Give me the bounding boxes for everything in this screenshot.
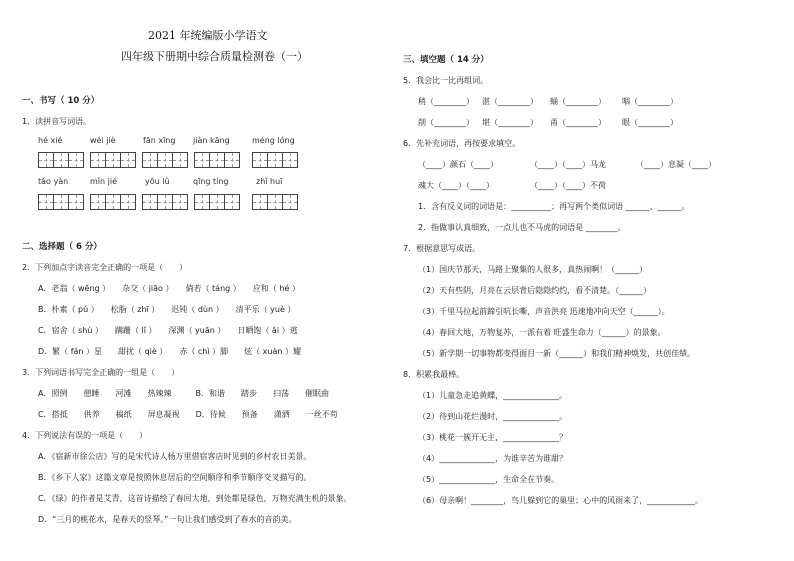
fill-blank[interactable]: （____）（____）不荷 — [530, 181, 606, 190]
writing-box[interactable] — [194, 152, 240, 168]
pinyin-label: jiàn kāng — [193, 136, 230, 145]
writing-box[interactable] — [142, 194, 188, 210]
question-2-option[interactable]: D．繁（ fán ）星 甜扰（ qiè ） 赤（ chì ）脚 炫（ xuàn ）耀 — [38, 347, 301, 356]
fill-blank[interactable]: （____）（____）马龙 — [530, 160, 606, 169]
fill-blank[interactable]: 甬（________） — [550, 118, 606, 127]
pinyin-label: méng lóng — [252, 136, 295, 145]
fill-blank[interactable]: （____）息凝（____） — [636, 160, 716, 169]
question-3-option[interactable]: C．搭抵 供养 稿纸 屏息凝视 D．待候 预备 潇洒 一丝不苟 — [38, 410, 338, 419]
question-8-item[interactable]: （1）儿童急走追黄蝶，______________。 — [418, 391, 568, 400]
question-7-item[interactable]: （3）千里马拉起前蹄引吭长嘶，声音洪亮 迅速地冲向天空（______）。 — [418, 307, 670, 316]
question-7: 7．根据意思写成语。 — [403, 244, 481, 253]
fill-blank[interactable]: 蛹（________） — [550, 97, 606, 106]
fill-blank[interactable]: （____）颜石（____） — [418, 160, 498, 169]
question-4-option[interactable]: D．“三月的桃花水，是春天的竖琴。”一句让我们感受到了春水的音韵美。 — [38, 515, 297, 524]
question-8-item[interactable]: （5）______________，生命全在节奏。 — [418, 475, 560, 484]
pinyin-label: zhǐ huī — [256, 177, 283, 186]
question-7-item[interactable]: （1）国庆节那天，马路上聚集的人很多，真热闹啊！（______） — [418, 265, 648, 274]
pinyin-label: qīng tíng — [193, 177, 229, 186]
writing-box[interactable] — [252, 194, 298, 210]
pinyin-label: tǎo yàn — [38, 177, 69, 186]
question-8-item[interactable]: （4）______________，为谁辛苦为谁甜？ — [418, 454, 568, 463]
question-7-item[interactable]: （4）春回大地，万物复苏，一派有着 旺盛生命力（______）的景象。 — [418, 328, 666, 337]
question-7-item[interactable]: （5）新学期一切事物都变得面目一新（______）和我们精神焕发，共创佳绩。 — [418, 349, 696, 358]
question-8-item[interactable]: （6）母亲啊！________，鸟儿躲到它的巢里；心中的风雨来了，____________。 — [418, 496, 704, 505]
writing-box[interactable] — [142, 152, 188, 168]
question-4-option[interactable]: C．《绿》的作者是艾青，这首诗描绘了春回大地，到处都是绿色，万物充满生机的景象。 — [38, 494, 352, 503]
question-8: 8．积累我最棒。 — [403, 370, 465, 379]
writing-box[interactable] — [194, 194, 240, 210]
question-2-option[interactable]: C．宿舍（ shù ） 蹒跚（ lǐ ） 深渊（ yuān ） 日晒饱（ ǎi ）逃 — [38, 326, 298, 335]
writing-box[interactable] — [38, 152, 84, 168]
page-title-line2: 四年级下册期中综合质量检测卷（一） — [121, 50, 308, 63]
question-4: 4．下列说法有误的一项是（ ） — [22, 431, 148, 440]
writing-box[interactable] — [90, 152, 136, 168]
question-3-option[interactable]: A．照例 憩睡 河滩 热辣辣 B．和谐 踏步 扫荡 催眠曲 — [38, 389, 329, 398]
question-4-option[interactable]: A．《宿新市徐公店》写的是宋代诗人杨万里借宿客店时见到的乡村农日美景。 — [38, 452, 312, 461]
question-8-item[interactable]: （2）待到山花烂漫时，______________。 — [418, 412, 568, 421]
fill-blank[interactable]: 湛（________） — [482, 97, 538, 106]
pinyin-label: yōu lǜ — [145, 177, 170, 186]
question-5: 5．我会比一比再组词。 — [403, 76, 489, 85]
fill-blank[interactable]: 咽（________） — [622, 97, 678, 106]
question-8-item[interactable]: （3）桃花一簇开无主，______________？ — [418, 433, 568, 442]
pinyin-label: mǐn jié — [90, 177, 117, 186]
question-2: 2．下列加点字读音完全正确的一项是（ ） — [22, 263, 188, 272]
pinyin-label: hé xié — [38, 136, 63, 145]
question-3: 3．下列词语书写完全正确的一组是（ ） — [22, 368, 180, 377]
question-7-item[interactable]: （2）天有些阴，月亮在云层背后隐隐约约，看不清楚。（______） — [418, 286, 652, 295]
writing-box[interactable] — [252, 152, 298, 168]
section1-heading: 一、书写（ 10 分） — [22, 96, 100, 106]
fill-blank[interactable]: 稍（________） — [418, 97, 474, 106]
question-2-option[interactable]: B．朴素（ pǔ ） 松脂（ zhī ） 迟钝（ dùn ） 清平乐（ yuè ） — [38, 305, 296, 314]
question-4-option[interactable]: B．《乡下人家》这篇文章是按照休息居后的空间顺序和季节顺序交叉描写的。 — [38, 473, 312, 482]
question-6-sub[interactable]: 1．含有反义词的词语是：__________；再写两个类似词语 ______、______。 — [418, 202, 690, 211]
writing-box[interactable] — [38, 194, 84, 210]
fill-blank[interactable]: 魂大（____）（____） — [418, 181, 494, 190]
page-title-line1: 2021 年统编版小学语文 — [148, 29, 268, 42]
question-2-option[interactable]: A．老翁（ wēng ） 杂交（ jiāo ） 倘若（ táng ） 应和（ hé ） — [38, 284, 300, 293]
fill-blank[interactable]: 眼（________） — [622, 118, 678, 127]
fill-blank[interactable]: 削（________） — [418, 118, 474, 127]
fill-blank[interactable]: 堪（________） — [482, 118, 538, 127]
section2-heading: 二、选择题（ 6 分） — [22, 242, 102, 252]
question-6-sub[interactable]: 2．指做事认真细致，一点儿也不马虎的词语是 ________。 — [418, 223, 626, 232]
pinyin-label: wéi jiè — [90, 136, 116, 145]
question-6: 6．先补充词语，再按要求填空。 — [403, 139, 521, 148]
writing-box[interactable] — [90, 194, 136, 210]
section3-heading: 三、填空题（ 14 分） — [403, 55, 489, 65]
question-1: 1．读拼音写词语。 — [22, 117, 92, 126]
pinyin-label: fān xīng — [143, 136, 176, 145]
